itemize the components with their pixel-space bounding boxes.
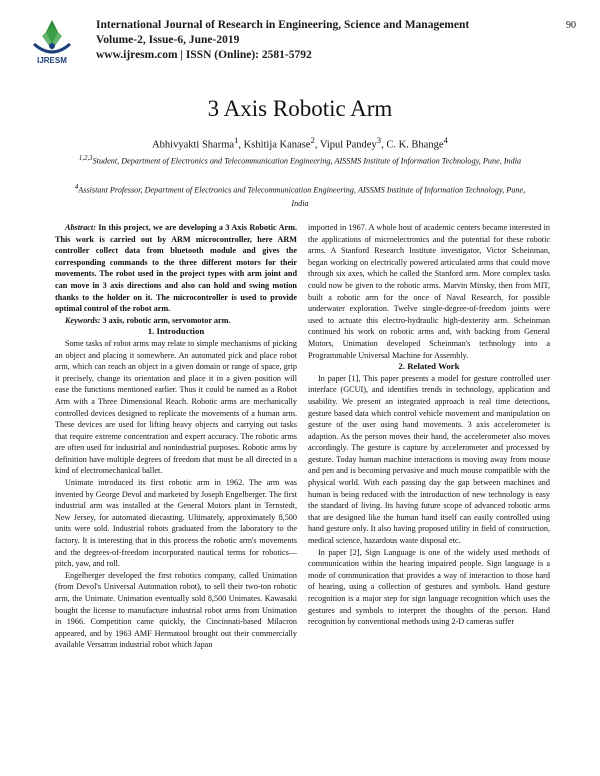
volume-issue: Volume-2, Issue-6, June-2019 <box>96 34 240 46</box>
paragraph: Some tasks of robot arms may relate to simple mechanisms of picking an object and placing it somewhere. An automated pick and place robot arm, which can reach an object in a given domain or range of space, grip it precisely, change its orientation and place it in a given position will ease the functions mentioned earlier. Thus it could be named as a Robot Arm with a Three Dimensional Reach. Robotic arms are mechanically controlled devices designed to replicate the movements of a human arm. These devices are used for lifting heavy objects and carrying out tasks that require extreme concentration and expert accuracy. The robotic arms are often used for industrial and nonindustrial purposes. Robotic arms by definition have multiple degrees of freedom that must be all directed in a kind of electromechanical ballet. <box>55 338 297 476</box>
author-sup: 2 <box>310 135 315 145</box>
paragraph: In paper [2], Sign Language is one of the widely used methods of communication within the hearing impaired people. Sign language is a mode of communication that provides a way of interaction to those hard of hearing, using a collection of gestures and symbols. Hand gesture recognition is a major step for sign language recognition which uses the gestures and symbols to interpret the thoughts of the person. Hand recognition by conventional methods using 2-D cameras suffer <box>308 547 550 627</box>
section-heading: 1. Introduction <box>147 326 205 337</box>
keywords-label: Keywords: <box>65 315 101 325</box>
abstract <box>55 222 297 315</box>
journal-web-issn[interactable]: www.ijresm.com | ISSN (Online): 2581-5792 <box>96 49 312 61</box>
author-name: Abhivyakti Sharma <box>152 139 235 151</box>
logo-text: IJRESM <box>37 56 67 65</box>
journal-name: International Journal of Research in Engineering, Science and Management <box>96 19 470 31</box>
author-name: C. K. Bhange <box>386 139 444 151</box>
affiliation <box>70 181 530 210</box>
affiliation-text: Student, Department of Electronics and Telecommunication Engineering, AISSMS Institute of Information Technology, Pune, India <box>92 156 522 166</box>
author-list: Abhivyakti Sharma$^1$, Kshitija Kanase$^2$, Vipul Pandey$^3$, C. K. Bhange$^4$ <box>152 135 448 151</box>
paragraph: In paper [1], This paper presents a model for gesture controlled user interface (GCUI), and identifies trends in technology, application and usability. We present an integrated approach is real time detections, gesture based data which control vehicle movement and manipulation on gesture of the user using hand movements. 3 axis accelerometer is adaption. As the person moves their hand, the accelerometer also moves accordingly. The gesture is capture by accelerometer and processed by gesture. Today human machine interactions is moving away from mouse and pen and is becoming pervasive and much mouse compatible with the physical world. With each passing day the gap between machines and human is being reduced with the introduction of new technology is easy the standard of living. Its having future scope of advanced robotic arms that are designed like the human hand itself can easily controlled using hand gesture only. It also having proposed utility in field of construction, medical science, hazardous waste disposal etc. <box>308 373 550 546</box>
author-name: Kshitija Kanase <box>243 139 311 151</box>
affiliation-sup: 4 <box>74 184 79 191</box>
affiliation <box>70 152 530 168</box>
keywords <box>55 315 297 327</box>
paragraph: Engelberger developed the first robotics company, called Unimation (from Devol's Universal Automation robot), to sell their two-ton robotic arm, the Unimate. Unimation eventually sold 8,500 Unimates. Kawasaki bought the license to manufacture industrial robot arms from Unimation in 1966. Competition came quickly, the Cincinnati-based Milacron appeared, and by 1963 AMF Hermatool brought out their commercially available Versatran industrial robot which Japan <box>55 570 297 650</box>
right-column <box>308 222 550 628</box>
left-column <box>55 222 297 651</box>
section-heading: 2. Related Work <box>398 361 460 372</box>
abstract-text: In this project, we are developing a 3 Axis Robotic Arm. This work is carried out by ARM microcontroller, here ARM controller collect data from bluetooth module and gives the corresponding commands to the three different motors for their movements. The robot used in the project types with arm joint and can move in 3 axis directions and also can hold and swing motion thanks to the holder on it. The microcontroller is used to provide optimal control of the robot arm. <box>55 223 298 314</box>
paragraph: imported in 1967. A whole host of academic centers became interested in the applications of microelectronics and the potential for these robotic arms. A Stanford Research Institute investigator, Victor Scheinman, began working on electrically powered articulated arms that could move through six axes, which he called the Stanford arm. More complex tasks could now be given to the robotic arms. Marvin Minsky, then from MIT, built a robotic arm for the once of Naval Research, for possible underwater exploration. Twelve single-degree-of-freedom joints were used to actuate this electro-hydraulic high-dexterity arm. Scheinman continued his work on robotic arms and, with backing from General Motors, Unimation developed Scheinman's technology into a Programmable Universal Machine for Assembly. <box>308 223 550 360</box>
journal-header <box>24 12 576 72</box>
abstract-label: Abstract: <box>65 223 96 232</box>
journal-info <box>96 18 469 63</box>
paper-title: 3 Axis Robotic Arm <box>207 96 393 121</box>
author-sup: 4 <box>443 135 448 145</box>
author-sup: 1 <box>234 135 239 145</box>
author-sup: 3 <box>376 135 382 145</box>
keywords-text: 3 axis, robotic arm, servomotor arm. <box>102 315 231 325</box>
affiliation-text: Assistant Professor, Department of Electronics and Telecommunication Engineering, AISSMS Institute of Information Technology, Pune, India <box>78 185 526 208</box>
affiliation-sup: 1,2,3 <box>78 155 93 162</box>
paragraph: Unimate introduced its first robotic arm in 1962. The arm was invented by George Devol and marketed by Joseph Engelberger. The first industrial arm was installed at the General Motors plant in Ternstedt, New Jersey, for automated diecasting. Ultimately, approximately 8,500 units were sold. Industrial robots graduated from the laboratory to the factory. It is interesting that in this process the robotic arm's movements and the degrees-of-freedom incorporated nautical terms for robotics—pitch, yaw, and roll. <box>55 478 297 569</box>
author-name: Vipul Pandey <box>319 139 377 151</box>
page-number: 90 <box>566 20 576 31</box>
